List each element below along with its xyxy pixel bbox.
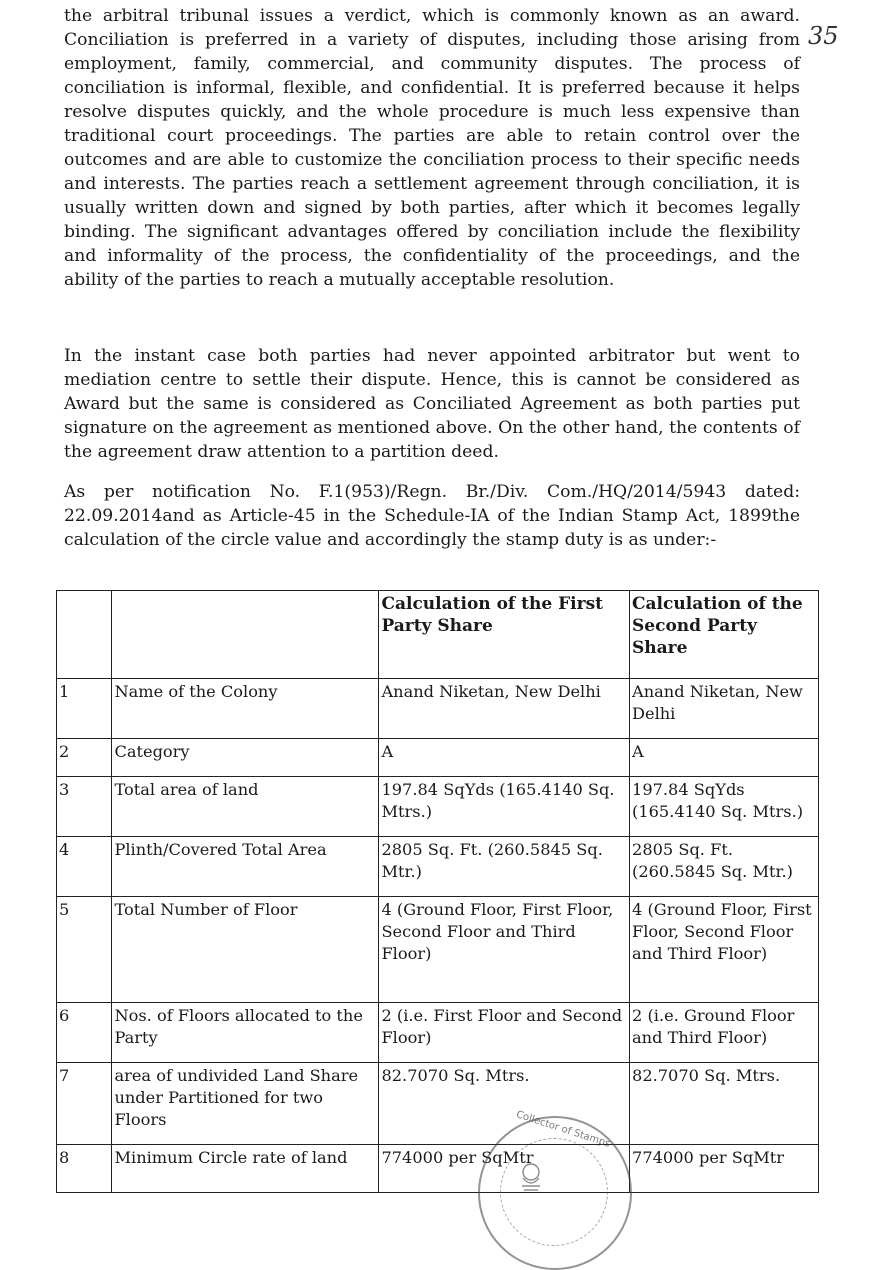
row-item-cell: Total Number of Floor: [112, 897, 379, 1003]
second-party-cell: 774000 per SqMtr: [630, 1145, 819, 1193]
header-cell-no: [57, 591, 112, 679]
row-item-cell: Plinth/Covered Total Area: [112, 837, 379, 897]
row-item-cell: Name of the Colony: [112, 679, 379, 739]
table-row: [57, 739, 819, 777]
header-cell-item: [112, 591, 379, 679]
table-row: [57, 1063, 819, 1145]
paragraph-instant-case: In the instant case both parties had never appointed arbitrator but went to mediation centre to settle their dispute. Hence, this is cannot be considered as Award but the same is considered as Conciliated Agreement as both parties put signature on the agreement as mentioned above. On the other hand, the contents of the agreement draw attention to a partition deed.: [64, 346, 800, 462]
collector-stamp-seal: [478, 1109, 632, 1270]
first-party-cell: 197.84 SqYds (165.4140 Sq. Mtrs.): [379, 777, 630, 837]
first-party-cell: 774000 per SqMtr: [379, 1145, 630, 1193]
second-party-cell: A: [630, 739, 819, 777]
second-party-cell: 197.84 SqYds (165.4140 Sq. Mtrs.): [630, 777, 819, 837]
table-body: [57, 679, 819, 1193]
second-party-cell: 82.7070 Sq. Mtrs.: [630, 1063, 819, 1145]
second-party-cell: Anand Niketan, New Delhi: [630, 679, 819, 739]
first-party-cell: Anand Niketan, New Delhi: [379, 679, 630, 739]
first-party-cell: 2805 Sq. Ft. (260.5845 Sq. Mtr.): [379, 837, 630, 897]
table-row: [57, 897, 819, 1003]
table-row: [57, 679, 819, 739]
header-cell-first-party: Calculation of the First Party Share: [379, 591, 630, 679]
second-party-cell: 4 (Ground Floor, First Floor, Second Floor and Third Floor): [630, 897, 819, 1003]
stamp-text: Collector of Stamps: [514, 1109, 612, 1150]
first-party-cell: 82.7070 Sq. Mtrs.: [379, 1063, 630, 1145]
stamp-duty-table: [56, 590, 819, 1193]
row-number-cell: 5: [57, 897, 112, 1003]
table-row: [57, 837, 819, 897]
row-number-cell: 2: [57, 739, 112, 777]
table-row: [57, 777, 819, 837]
first-party-cell: A: [379, 739, 630, 777]
table-header-row: [57, 591, 819, 679]
row-item-cell: Category: [112, 739, 379, 777]
emblem-icon: [516, 1162, 546, 1195]
page-number-handwritten: 35: [808, 22, 839, 50]
paragraph-conciliation: the arbitral tribunal issues a verdict, which is commonly known as an award. Conciliation is preferred in a variety of disputes, including those arising from employment, family, commercial, and community disputes. The process of conciliation is informal, flexible, and confidential. It is preferred because it helps resolve disputes quickly, and the whole procedure is much less expensive than traditional court proceedings. The parties are able to retain control over the outcomes and are able to customize the conciliation process to their specific needs and interests. The parties reach a settlement agreement through conciliation, it is usually written down and signed by both parties, after which it becomes legally binding. The significant advantages offered by conciliation include the flexibility and informality of the process, the confidentiality of the proceedings, and the ability of the parties to reach a mutually acceptable resolution.: [64, 6, 800, 290]
row-number-cell: 1: [57, 679, 112, 739]
first-party-cell: 4 (Ground Floor, First Floor, Second Floor and Third Floor): [379, 897, 630, 1003]
table-row: [57, 1003, 819, 1063]
row-item-cell: Minimum Circle rate of land: [112, 1145, 379, 1193]
second-party-cell: 2805 Sq. Ft. (260.5845 Sq. Mtr.): [630, 837, 819, 897]
row-number-cell: 6: [57, 1003, 112, 1063]
row-item-cell: area of undivided Land Share under Partitioned for two Floors: [112, 1063, 379, 1145]
row-item-cell: Nos. of Floors allocated to the Party: [112, 1003, 379, 1063]
header-cell-second-party: Calculation of the Second Party Share: [630, 591, 819, 679]
second-party-cell: 2 (i.e. Ground Floor and Third Floor): [630, 1003, 819, 1063]
table-row: [57, 1145, 819, 1193]
row-number-cell: 4: [57, 837, 112, 897]
row-number-cell: 3: [57, 777, 112, 837]
row-number-cell: 7: [57, 1063, 112, 1145]
row-item-cell: Total area of land: [112, 777, 379, 837]
paragraph-notification: As per notification No. F.1(953)/Regn. Br./Div. Com./HQ/2014/5943 dated: 22.09.2014and as Article-45 in the Schedule-IA of the Indian Stamp Act, 1899the calculation of the circle value and accordingly the stamp duty is as under:-: [64, 482, 800, 550]
row-number-cell: 8: [57, 1145, 112, 1193]
first-party-cell: 2 (i.e. First Floor and Second Floor): [379, 1003, 630, 1063]
